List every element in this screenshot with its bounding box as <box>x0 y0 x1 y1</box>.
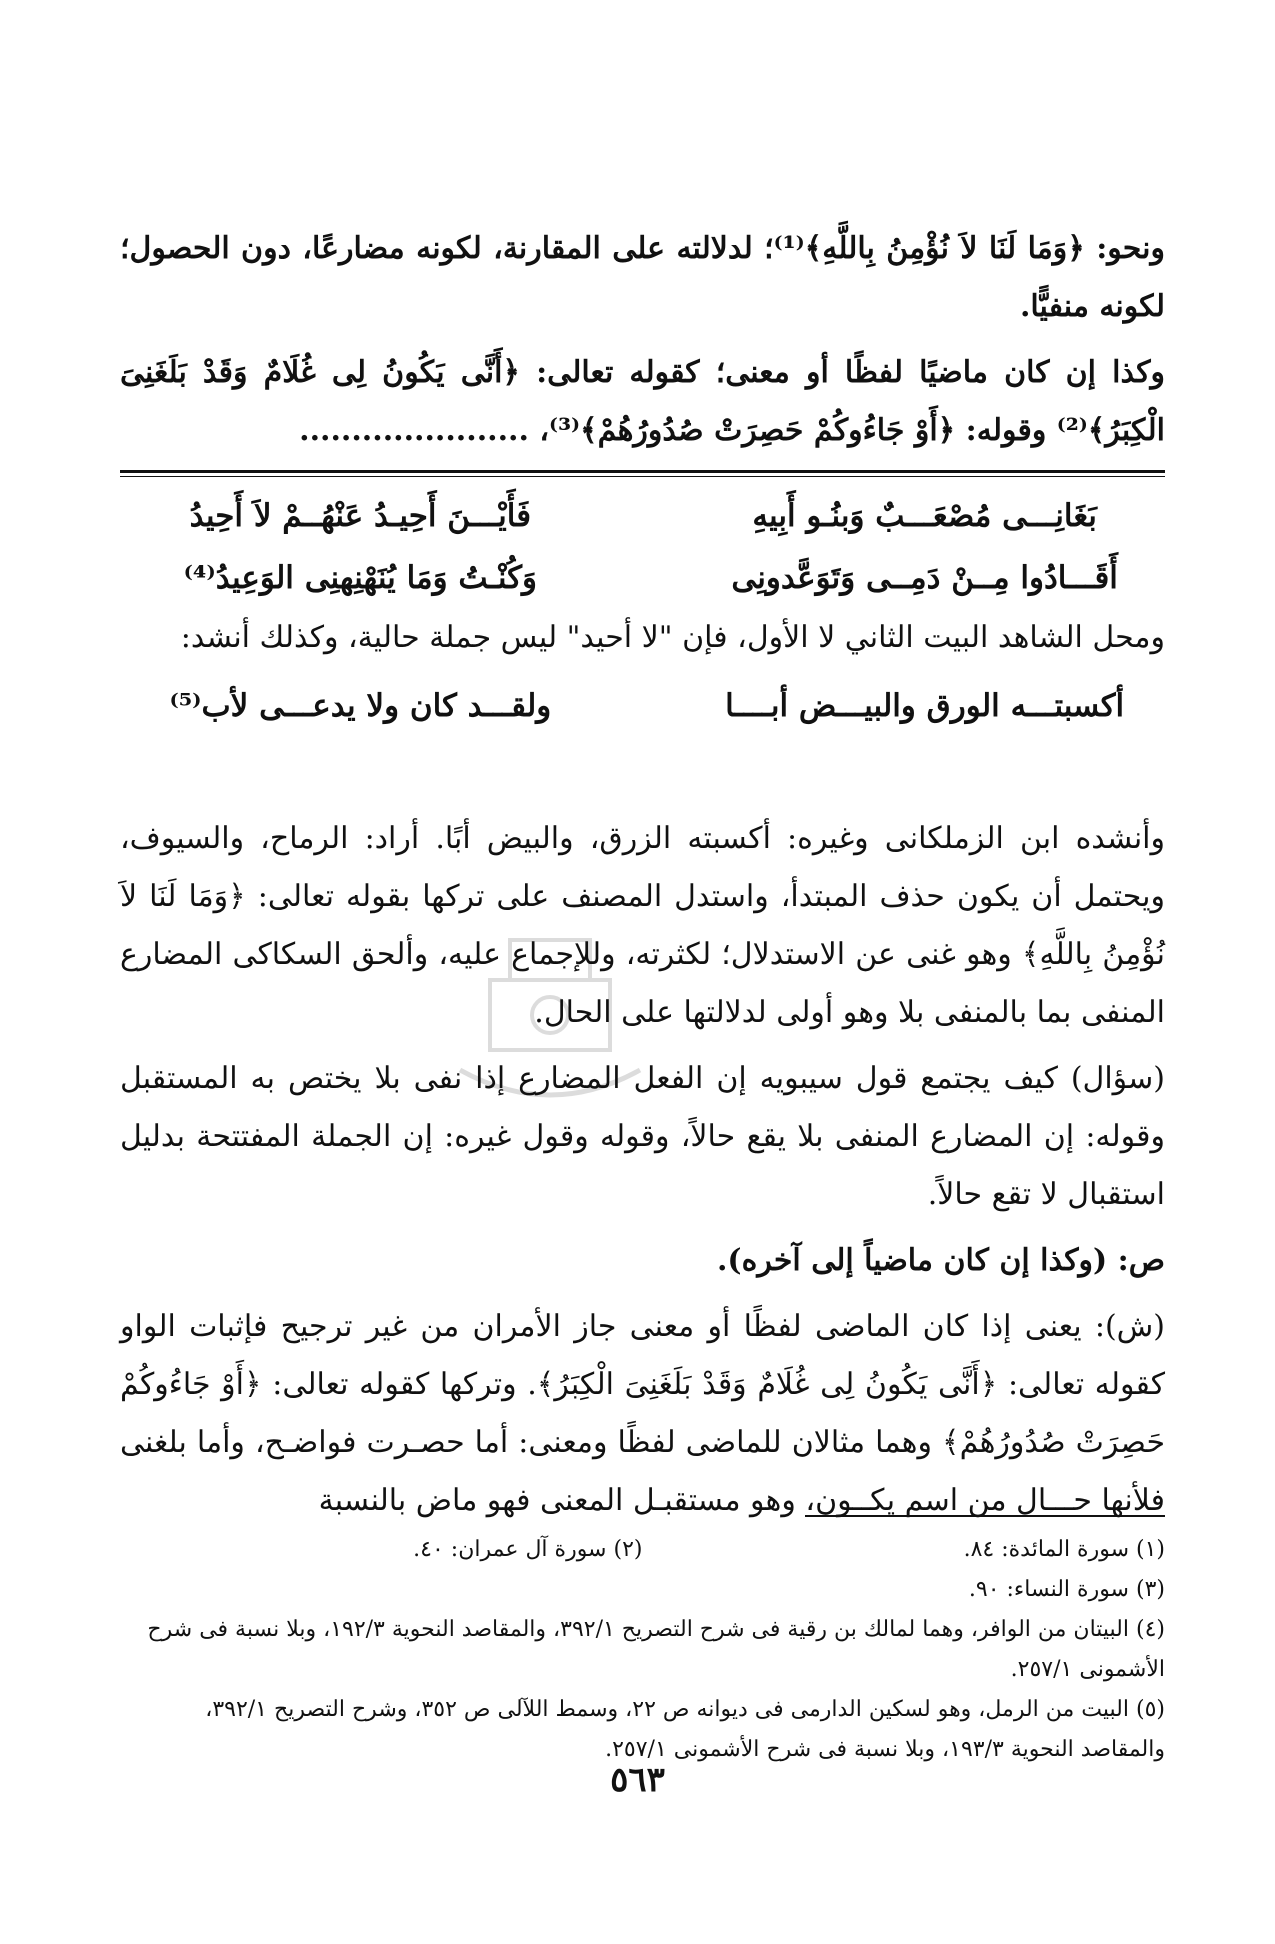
divider <box>120 476 1165 477</box>
commentary-block <box>120 810 1165 1538</box>
verse-line <box>120 675 1165 737</box>
footnote: (٤) البيتان من الوافر، وهما لمالك بن رقية فى شرح التصريح ٣٩٢/١، والمقاصد النحوية ١٩٢/٣، وبلا نسبة فى شرح الأشمونى ٢٥٧/١. <box>147 1617 1165 1682</box>
footnote: (٢) سورة آل عمران: ٤٠. <box>413 1537 643 1562</box>
footnote-rule <box>805 1515 1165 1517</box>
footnote-row <box>120 1530 1165 1570</box>
verse-hemistich-first: أكسبتـــه الورق والبيـــض أبــــا <box>725 688 1125 724</box>
verse-line <box>120 547 1165 609</box>
paragraph: وأنشده ابن الزملكانى وغيره: أكسبته الزرق، والبيض أبًا. أراد: الرماح، والسيوف، ويحتمل أن يكون حذف المبتدأ، واستدل المصنف على تركها بقوله تعالى: ﴿وَمَا لَنَا لاَ نُؤْمِنُ بِاللَّهِ﴾ وهو غنى عن الاستدلال؛ لكثرته، وللإجماع عليه، وألحق السكاكى المضارع المنفى بما بالمنفى بلا وهو أولى لدلالتها على الحال. <box>120 821 1165 1030</box>
paragraph: (سؤال) كيف يجتمع قول سيبويه إن الفعل المضارع إذا نفى بلا يختص به المستقبل وقوله: إن المضارع المنفى بلا يقع حالاً، وقوله وقول غيره: إن الجملة المفتتحة بدليل استقبال لا تقع حالاً. <box>120 1061 1165 1212</box>
paragraph: (ش): يعنى إذا كان الماضى لفظًا أو معنى جاز الأمران من غير ترجيح فإثبات الواو كقوله تعالى: ﴿أَنَّى يَكُونُ لِى غُلَامٌ وَقَدْ بَلَغَنِىَ الْكِبَرُ﴾. وتركها كقوله تعالى: ﴿أَوْ جَاءُوكُمْ حَصِرَتْ صُدُورُهُمْ﴾ وهما مثالان للماضى لفظًا ومعنى: أما حصـرت فواضـح، وأما بلغنى فلأنها حـــال من اسم يكــون، وهو مستقبـل المعنى فهو ماض بالنسبة <box>120 1309 1165 1518</box>
paragraph: وكذا إن كان ماضيًا لفظًا أو معنى؛ كقوله تعالى: ﴿أَنَّى يَكُونُ لِى غُلَامٌ وَقَدْ بَلَغَنِىَ الْكِبَرُ﴾⁽²⁾ وقوله: ﴿أَوْ جَاءُوكُمْ حَصِرَتْ صُدُورُهُمْ﴾⁽³⁾، ...................... <box>120 355 1165 448</box>
footnote: (٣) سورة النساء: ٩٠. <box>968 1577 1165 1602</box>
divider <box>120 470 1165 473</box>
verse-hemistich-first: بَغَانِـــى مُصْعَـــبٌ وَبنُـو أَبِيهِ <box>752 498 1097 534</box>
verse-hemistich-second: وَكُنْـتُ وَمَا يُنَهْنِهنِى الوَعِيدُ⁽⁴⁾ <box>183 560 538 596</box>
paragraph: ومحل الشاهد البيت الثاني لا الأول، فإن "لا أحيد" ليس جملة حالية، وكذلك أنشد: <box>180 620 1165 655</box>
paragraph: ونحو: ﴿وَمَا لَنَا لاَ نُؤْمِنُ بِاللَّهِ﴾⁽¹⁾؛ لدلالته على المقارنة، لكونه مضارعًا، دون الحصول؛ لكونه منفيًّا. <box>120 231 1165 324</box>
footnote: (١) سورة المائدة: ٨٤. <box>963 1537 1165 1562</box>
verse-hemistich-first: أَقَـــادُوا مِــنْ دَمِــى وَتَوَعَّدونِى <box>731 560 1118 596</box>
verse-hemistich-second: فَأَيْـــنَ أَحِيـدُ عَنْهُــمْ لاَ أَحِيدُ <box>189 498 532 534</box>
verse-line <box>120 485 1165 547</box>
verses-block <box>120 485 1165 737</box>
top-text <box>120 220 1165 468</box>
verse-hemistich-second: ولقـــد كان ولا يدعـــى لأب⁽⁵⁾ <box>169 688 552 724</box>
paragraph: ص: (وكذا إن كان ماضياً إلى آخره). <box>716 1243 1165 1278</box>
footnotes <box>120 1530 1165 1770</box>
footnote: (٥) البيت من الرمل، وهو لسكين الدارمى فى ديوانه ص ٢٢، وسمط اللآلى ص ٣٥٢، وشرح التصريح ٣٩٢/١، والمقاصد النحوية ١٩٣/٣، وبلا نسبة فى شرح الأشمونى ٢٥٧/١. <box>205 1697 1165 1762</box>
page-number: ٥٦٣ <box>610 1760 665 1800</box>
